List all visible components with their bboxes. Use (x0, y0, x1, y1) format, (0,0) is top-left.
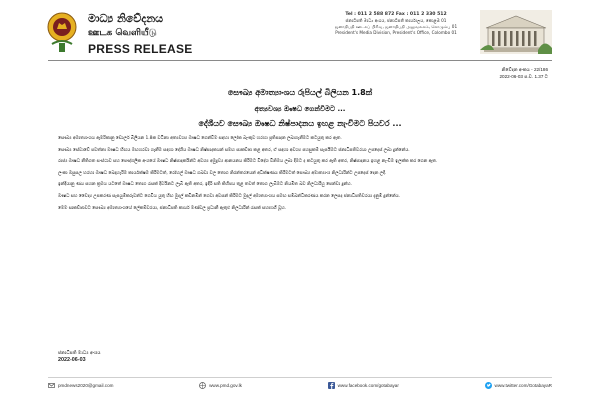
footer-facebook[interactable] (328, 382, 399, 389)
globe-icon (199, 382, 206, 389)
footer-website-text: www.pmd.gov.lk (209, 382, 242, 388)
header-title-sinhala: මාධ්‍ය නිවේදනය (88, 12, 164, 25)
release-datetime: 2022-06-03 ප.ව. 1.37 ට (499, 74, 548, 79)
footer-twitter[interactable] (485, 382, 552, 389)
headline-line-1: සෞඛ්‍ය අමාත්‍යාංශය රුපියල් බිලියන 1.8ක් (227, 88, 373, 97)
body-paragraph: ඉන්දියානු ණය සහන ක්‍රමය යටතේ ඖෂධ තොග රැසක් දිවයිනට ලැබී ඇති අතර, ඉදිරි සති කිහිපය තුළ තවත් තොග ලැබීමට නියමිත බව නිලධාරීහු පෙන්වා දුන්හ. (58, 182, 352, 188)
facebook-icon (328, 382, 335, 389)
footer-email-text: pmdnews2020@gmail.com (58, 382, 114, 388)
header-address-sinhala: ජනාධිපති මාධ්‍ය අංශය, ජනාධිපති කාර්යාලය, කොළඹ 01 (345, 18, 447, 23)
body-paragraph: සෞඛ්‍ය අමාත්‍යාංශය ඇමරිකානු ඩොලර් බිලියන 1.8ක වටිනා අත්‍යවශ්‍ය ඖෂධ ගෙන්වීම සඳහා ලෝක බැංකුව හරහා ප්‍රතිපාදන ලබාගැනීමට කටයුතු කර ඇත. (58, 136, 342, 141)
signature-office: ජනාධිපති මාධ්‍ය අංශය (58, 351, 101, 356)
release-number: නිවේදන අංකය - 22/186 (501, 67, 548, 72)
header-contact-block (326, 12, 466, 36)
signature-block (58, 350, 101, 364)
footer-website[interactable] (199, 382, 242, 389)
presidential-secretariat-building-icon (480, 10, 552, 54)
twitter-icon (485, 382, 492, 389)
footer (48, 377, 552, 392)
headline-line-3: දේශීයව සෞඛ්‍ය ඖෂධ නිෂ්පාදනය ඉහළ නැංවීමට පියවර ... (198, 119, 402, 128)
footer-email[interactable] (48, 382, 113, 389)
release-reference (452, 66, 548, 80)
body-paragraph: රාජ්‍ය ඖෂධ නීතිගත සංස්ථාව සහ පෞද්ගලික අංශයේ ඖෂධ නිෂ්පාදකයින්ට අවශ්‍ය අමුද්‍රව්‍ය ආනයනය කිරීමට විදේශ විනිමය ලබා දීමට ද කටයුතු කර ඇති අතර, නිෂ්පාදනය ඉහළ නැංවීම ඉලක්ක කර ගෙන ඇත. (58, 159, 438, 165)
body-paragraph: සෞඛ්‍ය සේවාවේ පවත්නා ඖෂධ හිඟය මඟහරවා ගැනීම සඳහා දේශීය ඖෂධ නිෂ්පාදකයන් සමඟ සාකච්ඡා කළ අතර, ඒ සඳහා අවශ්‍ය පහසුකම් සැපයීමට ජනාධිපතිවරයා උපදෙස් ලබා දුන්නේය. (58, 147, 410, 153)
footer-twitter-text: www.twitter.com/GotabayaR (494, 382, 552, 388)
body-paragraph: මෙම සාකච්ඡාවට සෞඛ්‍ය අමාත්‍යාංශයේ ලේකම්වරයා, ජනාධිපති කාර්ය මණ්ඩල ප්‍රධානී ඇතුළු නිලධාරීන් රැසක් සහභාගී වූහ. (58, 205, 287, 211)
release-body (58, 136, 544, 217)
header-title-english: PRESS RELEASE (88, 42, 193, 56)
signature-date: 2022-06-03 (58, 357, 86, 363)
press-release-page (40, 8, 560, 396)
body-paragraph: ඖෂධ සහ වෛද්‍ය උපකරණ සැපයුම්කරුවන්ට ගෙවිය යුතු හිඟ මුදල් කඩිනමින් ගෙවා අවසන් කිරීමට මුදල් අමාත්‍යාංශය සමඟ සම්බන්ධීකරණය කරන ලෙසද ජනාධිපතිවරයා දැනුම් දුන්නේය. (58, 193, 401, 199)
header-phone-fax: Tel : 011 2 588 872 Fax : 011 2 330 512 (345, 12, 447, 17)
header-title-tamil: ஊடக வெளியீடு (88, 28, 157, 38)
header-divider (48, 60, 552, 61)
state-emblem-icon (46, 10, 78, 54)
headline-line-2: අත්‍යවශ්‍ය ඖෂධ ගෙන්වීමට ... (254, 105, 346, 113)
header-address-tamil: ஜனாதிபதி ஊடகப் பிரிவு, ஜனாதிபதி அலுவலகம், கொழும்பு 01 (334, 24, 458, 29)
header-address-english: President's Media Division, President's Office, Colombo 01 (335, 30, 457, 35)
email-icon (48, 382, 55, 389)
body-paragraph: ලංකා ඔසුසල හරහා ඖෂධ බෙදාහැරීම කාර්යක්ෂම කිරීමටත්, රෝහල් ඖෂධ ගබඩා වල තොග නිරන්තරයෙන් අධීක්ෂණය කිරීමටත් සෞඛ්‍ය අමාත්‍යාංශ නිලධාරීන්ට උපදෙස් දෙන ලදී. (58, 170, 387, 176)
footer-facebook-text: www.facebook.com/gotabayar (337, 382, 399, 388)
